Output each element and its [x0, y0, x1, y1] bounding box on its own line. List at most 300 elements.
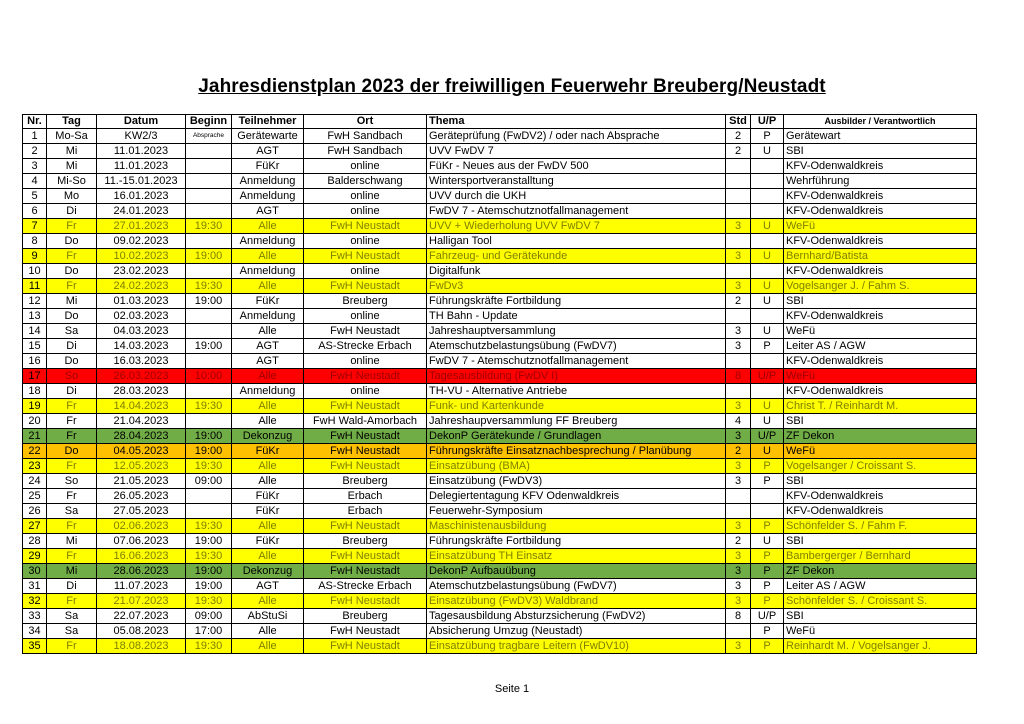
cell-nr: 19	[23, 399, 47, 414]
cell-nr: 2	[23, 144, 47, 159]
cell-beginn	[186, 174, 232, 189]
cell-thema: Funk- und Kartenkunde	[427, 399, 726, 414]
cell-ort: Breuberg	[304, 534, 427, 549]
cell-beginn: 19:30	[186, 219, 232, 234]
table-row	[23, 594, 977, 609]
cell-ausbilder: Vogelsanger J. / Fahm S.	[784, 279, 977, 294]
cell-beginn	[186, 309, 232, 324]
cell-ort: FwH Neustadt	[304, 369, 427, 384]
cell-teilnehmer: Alle	[232, 414, 304, 429]
cell-nr: 25	[23, 489, 47, 504]
cell-std: 3	[726, 639, 751, 654]
cell-tag: Fr	[47, 429, 97, 444]
cell-std: 2	[726, 534, 751, 549]
table-row	[23, 609, 977, 624]
cell-datum: 21.07.2023	[97, 594, 186, 609]
cell-std: 3	[726, 519, 751, 534]
cell-beginn: 19:00	[186, 429, 232, 444]
cell-up: P	[751, 594, 784, 609]
cell-nr: 21	[23, 429, 47, 444]
cell-std	[726, 234, 751, 249]
cell-ort: FwH Sandbach	[304, 144, 427, 159]
cell-tag: Do	[47, 264, 97, 279]
cell-thema: Geräteprüfung (FwDV2) / oder nach Absprache	[427, 129, 726, 144]
cell-datum: 04.05.2023	[97, 444, 186, 459]
cell-datum: 01.03.2023	[97, 294, 186, 309]
cell-beginn: 09:00	[186, 474, 232, 489]
cell-tag: Do	[47, 309, 97, 324]
cell-std: 2	[726, 294, 751, 309]
cell-up: P	[751, 129, 784, 144]
cell-tag: Fr	[47, 519, 97, 534]
cell-ort: FwH Neustadt	[304, 444, 427, 459]
cell-teilnehmer: AbStuSi	[232, 609, 304, 624]
cell-teilnehmer: Dekonzug	[232, 429, 304, 444]
cell-ausbilder: Schönfelder S. / Fahm F.	[784, 519, 977, 534]
cell-ort: FwH Neustadt	[304, 564, 427, 579]
cell-nr: 26	[23, 504, 47, 519]
cell-up	[751, 189, 784, 204]
table-row	[23, 279, 977, 294]
table-row	[23, 174, 977, 189]
cell-tag: Mi-So	[47, 174, 97, 189]
cell-beginn: 19:00	[186, 564, 232, 579]
cell-thema: Führungskräfte Fortbildung	[427, 534, 726, 549]
cell-ausbilder: Schönfelder S. / Croissant S.	[784, 594, 977, 609]
cell-datum: 23.02.2023	[97, 264, 186, 279]
cell-std: 3	[726, 279, 751, 294]
cell-beginn: 19:00	[186, 294, 232, 309]
cell-ort: FwH Neustadt	[304, 429, 427, 444]
cell-thema: Tagesausbildung (FwDV I)	[427, 369, 726, 384]
cell-up: P	[751, 549, 784, 564]
cell-nr: 29	[23, 549, 47, 564]
cell-nr: 34	[23, 624, 47, 639]
cell-std	[726, 624, 751, 639]
cell-thema: Atemschutzbelastungsübung (FwDV7)	[427, 579, 726, 594]
cell-ausbilder: SBI	[784, 294, 977, 309]
cell-tag: Di	[47, 384, 97, 399]
cell-up	[751, 264, 784, 279]
cell-thema: Einsatzübung (FwDV3) Waldbrand	[427, 594, 726, 609]
cell-up	[751, 504, 784, 519]
cell-teilnehmer: Anmeldung	[232, 264, 304, 279]
cell-ausbilder: SBI	[784, 609, 977, 624]
cell-up	[751, 174, 784, 189]
cell-std	[726, 384, 751, 399]
cell-ort: online	[304, 384, 427, 399]
cell-ort: FwH Neustadt	[304, 459, 427, 474]
cell-thema: Einsatzübung TH Einsatz	[427, 549, 726, 564]
table-row	[23, 399, 977, 414]
cell-teilnehmer: Alle	[232, 399, 304, 414]
cell-thema: Einsatzübung tragbare Leitern (FwDV10)	[427, 639, 726, 654]
cell-datum: 21.05.2023	[97, 474, 186, 489]
cell-nr: 6	[23, 204, 47, 219]
cell-tag: Fr	[47, 399, 97, 414]
cell-tag: Sa	[47, 624, 97, 639]
cell-teilnehmer: FüKr	[232, 444, 304, 459]
cell-std	[726, 189, 751, 204]
cell-teilnehmer: Alle	[232, 459, 304, 474]
cell-teilnehmer: FüKr	[232, 534, 304, 549]
cell-std: 3	[726, 249, 751, 264]
cell-up	[751, 204, 784, 219]
table-row	[23, 264, 977, 279]
cell-up: U	[751, 414, 784, 429]
cell-ort: FwH Neustadt	[304, 249, 427, 264]
cell-std: 3	[726, 219, 751, 234]
cell-beginn	[186, 414, 232, 429]
cell-nr: 20	[23, 414, 47, 429]
cell-thema: FüKr - Neues aus der FwDV 500	[427, 159, 726, 174]
cell-datum: 02.03.2023	[97, 309, 186, 324]
cell-std: 2	[726, 144, 751, 159]
cell-datum: 07.06.2023	[97, 534, 186, 549]
cell-datum: 28.04.2023	[97, 429, 186, 444]
cell-teilnehmer: FüKr	[232, 159, 304, 174]
cell-tag: Mo	[47, 189, 97, 204]
cell-ausbilder: KFV-Odenwaldkreis	[784, 384, 977, 399]
table-row	[23, 414, 977, 429]
cell-teilnehmer: Alle	[232, 519, 304, 534]
table-row	[23, 519, 977, 534]
cell-up	[751, 384, 784, 399]
cell-datum: KW2/3	[97, 129, 186, 144]
cell-beginn: 19:00	[186, 579, 232, 594]
cell-ausbilder: KFV-Odenwaldkreis	[784, 354, 977, 369]
cell-ausbilder: Bambergerger / Bernhard	[784, 549, 977, 564]
cell-ort: Breuberg	[304, 609, 427, 624]
cell-std: 3	[726, 549, 751, 564]
cell-datum: 18.08.2023	[97, 639, 186, 654]
table-row	[23, 534, 977, 549]
cell-nr: 10	[23, 264, 47, 279]
cell-beginn	[186, 159, 232, 174]
header-thema: Thema	[427, 115, 726, 129]
cell-up: U/P	[751, 369, 784, 384]
cell-nr: 35	[23, 639, 47, 654]
cell-tag: Do	[47, 354, 97, 369]
cell-teilnehmer: AGT	[232, 354, 304, 369]
cell-beginn: 19:30	[186, 549, 232, 564]
cell-up: U	[751, 279, 784, 294]
cell-beginn: 19:30	[186, 459, 232, 474]
table-row	[23, 144, 977, 159]
cell-thema: FwDV 7 - Atemschutznotfallmanagement	[427, 204, 726, 219]
cell-thema: FwDV 7 - Atemschutznotfallmanagement	[427, 354, 726, 369]
cell-datum: 24.01.2023	[97, 204, 186, 219]
cell-ausbilder: Reinhardt M. / Vogelsanger J.	[784, 639, 977, 654]
cell-ort: online	[304, 204, 427, 219]
cell-nr: 24	[23, 474, 47, 489]
cell-ort: Breuberg	[304, 294, 427, 309]
cell-tag: Fr	[47, 459, 97, 474]
table-row	[23, 249, 977, 264]
cell-ort: FwH Neustadt	[304, 324, 427, 339]
cell-nr: 28	[23, 534, 47, 549]
cell-ort: FwH Neustadt	[304, 279, 427, 294]
cell-tag: Do	[47, 234, 97, 249]
cell-std: 3	[726, 324, 751, 339]
cell-ausbilder: SBI	[784, 414, 977, 429]
cell-beginn: 19:00	[186, 339, 232, 354]
cell-teilnehmer: Alle	[232, 219, 304, 234]
cell-datum: 02.06.2023	[97, 519, 186, 534]
cell-datum: 28.06.2023	[97, 564, 186, 579]
cell-ausbilder: WeFü	[784, 324, 977, 339]
cell-ausbilder: Gerätewart	[784, 129, 977, 144]
cell-datum: 04.03.2023	[97, 324, 186, 339]
cell-datum: 21.04.2023	[97, 414, 186, 429]
cell-tag: Fr	[47, 249, 97, 264]
cell-ort: FwH Sandbach	[304, 129, 427, 144]
header-datum: Datum	[97, 115, 186, 129]
cell-tag: Fr	[47, 414, 97, 429]
cell-ort: AS-Strecke Erbach	[304, 579, 427, 594]
cell-thema: Wintersportveranstalltung	[427, 174, 726, 189]
cell-ort: Erbach	[304, 489, 427, 504]
cell-nr: 4	[23, 174, 47, 189]
table-row	[23, 219, 977, 234]
cell-up: U	[751, 444, 784, 459]
cell-teilnehmer: Alle	[232, 549, 304, 564]
cell-ausbilder: Christ T. / Reinhardt M.	[784, 399, 977, 414]
cell-ausbilder: KFV-Odenwaldkreis	[784, 489, 977, 504]
cell-datum: 11.07.2023	[97, 579, 186, 594]
cell-ort: Breuberg	[304, 474, 427, 489]
cell-up: P	[751, 624, 784, 639]
cell-up	[751, 309, 784, 324]
cell-nr: 33	[23, 609, 47, 624]
cell-ausbilder: KFV-Odenwaldkreis	[784, 159, 977, 174]
cell-ausbilder: ZF Dekon	[784, 429, 977, 444]
cell-beginn: 19:00	[186, 249, 232, 264]
cell-ausbilder: KFV-Odenwaldkreis	[784, 264, 977, 279]
cell-up: P	[751, 474, 784, 489]
cell-teilnehmer: Anmeldung	[232, 174, 304, 189]
cell-datum: 11.-15.01.2023	[97, 174, 186, 189]
cell-thema: Halligan Tool	[427, 234, 726, 249]
cell-ort: FwH Neustadt	[304, 549, 427, 564]
cell-tag: Di	[47, 339, 97, 354]
cell-ort: FwH Wald-Amorbach	[304, 414, 427, 429]
cell-beginn	[186, 489, 232, 504]
cell-up: U/P	[751, 609, 784, 624]
table-row	[23, 504, 977, 519]
header-row	[23, 115, 977, 129]
table-row	[23, 309, 977, 324]
cell-up: U	[751, 324, 784, 339]
cell-tag: Mi	[47, 144, 97, 159]
header-beginn: Beginn	[186, 115, 232, 129]
table-row	[23, 489, 977, 504]
table-row	[23, 474, 977, 489]
cell-nr: 32	[23, 594, 47, 609]
cell-nr: 8	[23, 234, 47, 249]
cell-ort: FwH Neustadt	[304, 624, 427, 639]
cell-tag: Sa	[47, 609, 97, 624]
cell-std: 8	[726, 609, 751, 624]
cell-tag: Fr	[47, 639, 97, 654]
cell-ort: FwH Neustadt	[304, 639, 427, 654]
cell-thema: Delegiertentagung KFV Odenwaldkreis	[427, 489, 726, 504]
schedule-table	[22, 114, 977, 654]
table-row	[23, 129, 977, 144]
cell-std	[726, 264, 751, 279]
cell-thema: TH-VU - Alternative Antriebe	[427, 384, 726, 399]
cell-ausbilder: KFV-Odenwaldkreis	[784, 204, 977, 219]
cell-std	[726, 489, 751, 504]
cell-teilnehmer: Alle	[232, 474, 304, 489]
cell-nr: 5	[23, 189, 47, 204]
cell-tag: Mi	[47, 564, 97, 579]
cell-std: 2	[726, 129, 751, 144]
cell-teilnehmer: Alle	[232, 324, 304, 339]
cell-datum: 16.01.2023	[97, 189, 186, 204]
header-ort: Ort	[304, 115, 427, 129]
table-row	[23, 444, 977, 459]
cell-teilnehmer: Anmeldung	[232, 384, 304, 399]
cell-tag: Do	[47, 444, 97, 459]
cell-ort: online	[304, 234, 427, 249]
cell-ausbilder: Wehrführung	[784, 174, 977, 189]
cell-up: U	[751, 219, 784, 234]
cell-tag: Mo-Sa	[47, 129, 97, 144]
cell-datum: 26.05.2023	[97, 489, 186, 504]
cell-ausbilder: SBI	[784, 144, 977, 159]
table-row	[23, 624, 977, 639]
table-row	[23, 639, 977, 654]
cell-up: U	[751, 294, 784, 309]
cell-nr: 12	[23, 294, 47, 309]
cell-datum: 16.03.2023	[97, 354, 186, 369]
cell-beginn	[186, 384, 232, 399]
cell-teilnehmer: FüKr	[232, 504, 304, 519]
cell-teilnehmer: AGT	[232, 144, 304, 159]
cell-thema: Jahreshauptversammlung	[427, 324, 726, 339]
cell-beginn	[186, 324, 232, 339]
cell-teilnehmer: Anmeldung	[232, 234, 304, 249]
table-row	[23, 579, 977, 594]
cell-std: 3	[726, 429, 751, 444]
page-title: Jahresdienstplan 2023 der freiwilligen Feuerwehr Breuberg/Neustadt	[198, 76, 826, 97]
cell-ausbilder: KFV-Odenwaldkreis	[784, 189, 977, 204]
cell-datum: 14.04.2023	[97, 399, 186, 414]
table-row	[23, 384, 977, 399]
cell-ausbilder: Vogelsanger / Croissant S.	[784, 459, 977, 474]
table-row	[23, 429, 977, 444]
cell-datum: 05.08.2023	[97, 624, 186, 639]
table-row	[23, 204, 977, 219]
cell-up: P	[751, 459, 784, 474]
cell-ausbilder: WeFü	[784, 444, 977, 459]
cell-datum: 24.02.2023	[97, 279, 186, 294]
cell-std: 3	[726, 594, 751, 609]
header-teilnehmer: Teilnehmer	[232, 115, 304, 129]
cell-std: 3	[726, 459, 751, 474]
cell-std	[726, 354, 751, 369]
cell-ausbilder: KFV-Odenwaldkreis	[784, 504, 977, 519]
cell-beginn: 19:00	[186, 444, 232, 459]
cell-nr: 23	[23, 459, 47, 474]
cell-nr: 9	[23, 249, 47, 264]
cell-teilnehmer: AGT	[232, 204, 304, 219]
cell-tag: Fr	[47, 549, 97, 564]
cell-up: P	[751, 564, 784, 579]
cell-std	[726, 159, 751, 174]
cell-std: 3	[726, 579, 751, 594]
cell-thema: TH Bahn - Update	[427, 309, 726, 324]
cell-beginn: 19:30	[186, 279, 232, 294]
header-std: Std	[726, 115, 751, 129]
cell-tag: So	[47, 474, 97, 489]
cell-thema: UVV + Wiederholung UVV FwDV 7	[427, 219, 726, 234]
cell-beginn: Absprache	[186, 129, 232, 144]
cell-beginn	[186, 504, 232, 519]
cell-tag: Mi	[47, 534, 97, 549]
cell-tag: Fr	[47, 219, 97, 234]
cell-up: U	[751, 144, 784, 159]
cell-ausbilder: Leiter AS / AGW	[784, 579, 977, 594]
cell-teilnehmer: Alle	[232, 624, 304, 639]
cell-up: P	[751, 579, 784, 594]
cell-thema: Digitalfunk	[427, 264, 726, 279]
cell-teilnehmer: Dekonzug	[232, 564, 304, 579]
cell-ausbilder: WeFü	[784, 624, 977, 639]
cell-up: U	[751, 249, 784, 264]
cell-teilnehmer: Anmeldung	[232, 309, 304, 324]
cell-nr: 11	[23, 279, 47, 294]
cell-tag: Di	[47, 579, 97, 594]
page-footer: Seite 1	[494, 683, 530, 695]
table-row	[23, 564, 977, 579]
table-row	[23, 234, 977, 249]
cell-up: P	[751, 639, 784, 654]
cell-datum: 27.01.2023	[97, 219, 186, 234]
cell-nr: 22	[23, 444, 47, 459]
cell-thema: Führungskräfte Fortbildung	[427, 294, 726, 309]
cell-up: U	[751, 534, 784, 549]
cell-datum: 12.05.2023	[97, 459, 186, 474]
header-tag: Tag	[47, 115, 97, 129]
cell-up: U/P	[751, 429, 784, 444]
cell-beginn	[186, 204, 232, 219]
cell-thema: Maschinistenausbildung	[427, 519, 726, 534]
cell-thema: Tagesausbildung Absturzsicherung (FwDV2)	[427, 609, 726, 624]
cell-datum: 28.03.2023	[97, 384, 186, 399]
cell-ort: FwH Neustadt	[304, 594, 427, 609]
header-nr: Nr.	[23, 115, 47, 129]
cell-thema: Führungskräfte Einsatznachbesprechung / Planübung	[427, 444, 726, 459]
cell-up: U	[751, 399, 784, 414]
cell-beginn: 19:30	[186, 594, 232, 609]
cell-beginn: 19:30	[186, 519, 232, 534]
cell-ort: AS-Strecke Erbach	[304, 339, 427, 354]
cell-up	[751, 354, 784, 369]
cell-teilnehmer: Alle	[232, 594, 304, 609]
cell-thema: Fahrzeug- und Gerätekunde	[427, 249, 726, 264]
cell-std	[726, 309, 751, 324]
cell-beginn	[186, 264, 232, 279]
table-row	[23, 354, 977, 369]
cell-up	[751, 489, 784, 504]
cell-datum: 14.03.2023	[97, 339, 186, 354]
cell-std	[726, 204, 751, 219]
cell-nr: 3	[23, 159, 47, 174]
cell-ort: online	[304, 159, 427, 174]
cell-beginn	[186, 354, 232, 369]
